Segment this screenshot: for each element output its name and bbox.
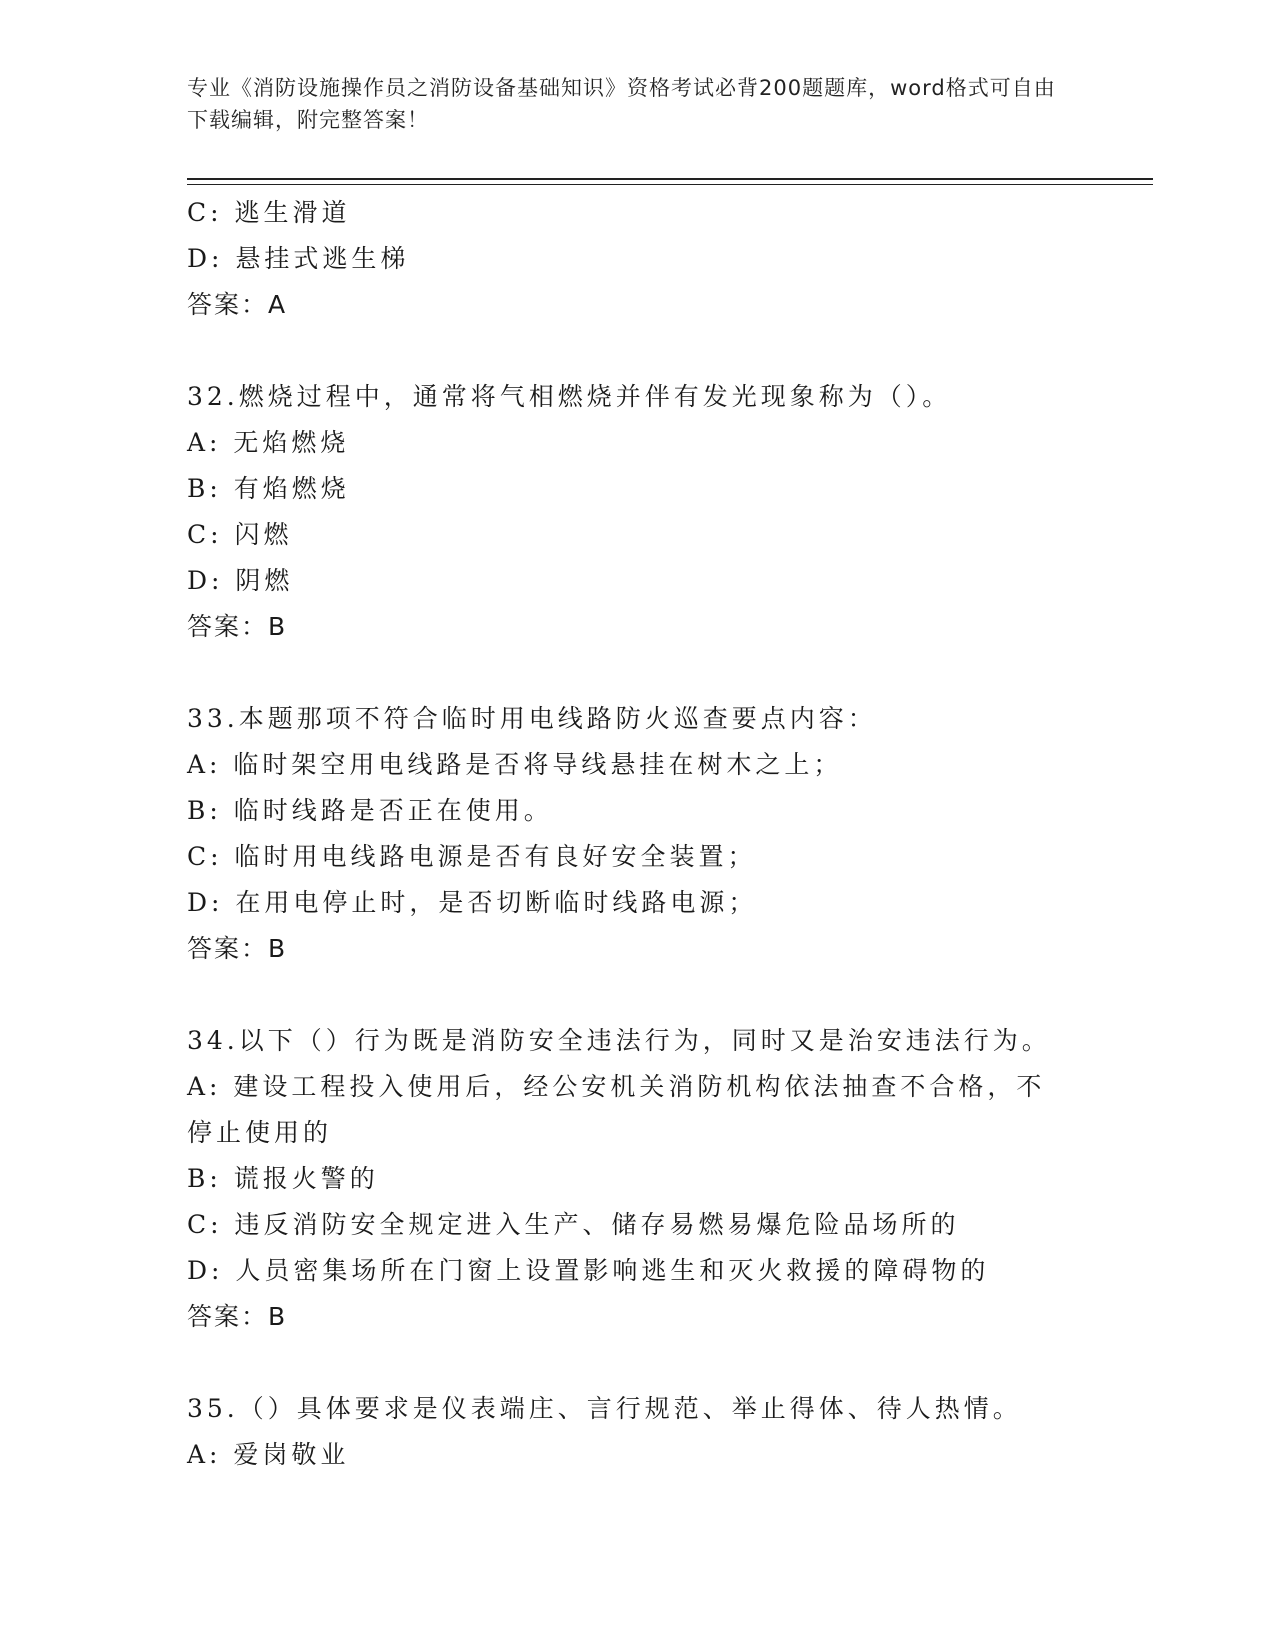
- answer-line: 答案：B: [187, 1302, 288, 1331]
- option-c: C: 逃生滑道: [187, 198, 351, 227]
- option-a: A: 爱岗敬业: [187, 1440, 350, 1469]
- question-stem: 33.本题那项不符合临时用电线路防火巡查要点内容：: [187, 704, 877, 733]
- question-block: [187, 1386, 1087, 1478]
- option-d: D: 阴燃: [187, 566, 294, 595]
- option-c: C: 闪燃: [187, 520, 293, 549]
- continued-question: [187, 190, 1087, 328]
- option-a: A: 建设工程投入使用后，经公安机关消防机构依法抽查不合格，不停止使用的: [187, 1072, 1046, 1147]
- option-a: A: 临时架空用电线路是否将导线悬挂在树木之上；: [187, 750, 843, 779]
- answer-line: 答案：B: [187, 934, 288, 963]
- document-header: 专业《消防设施操作员之消防设备基础知识》资格考试必背200题题库，word格式可自由下载编辑，附完整答案！: [187, 76, 1056, 132]
- header-divider-thin: [187, 184, 1153, 185]
- option-b: B: 临时线路是否正在使用。: [187, 796, 553, 825]
- option-b: B: 谎报火警的: [187, 1164, 379, 1193]
- option-d: D: 在用电停止时，是否切断临时线路电源；: [187, 888, 758, 917]
- option-a: A: 无焰燃烧: [187, 428, 350, 457]
- question-stem: 34.以下（）行为既是消防安全违法行为，同时又是治安违法行为。: [187, 1026, 1051, 1055]
- question-stem: 35.（）具体要求是仪表端庄、言行规范、举止得体、待人热情。: [187, 1394, 1022, 1423]
- option-c: C: 违反消防安全规定进入生产、储存易燃易爆危险品场所的: [187, 1210, 960, 1239]
- option-d: D: 人员密集场所在门窗上设置影响逃生和灭火救援的障碍物的: [187, 1256, 990, 1285]
- question-content: [187, 190, 1087, 1478]
- answer-line: 答案：B: [187, 612, 288, 641]
- option-c: C: 临时用电线路电源是否有良好安全装置；: [187, 842, 757, 871]
- question-block: [187, 1018, 1087, 1340]
- question-block: [187, 696, 1087, 972]
- option-d: D: 悬挂式逃生梯: [187, 244, 410, 273]
- answer-line: 答案：A: [187, 290, 288, 319]
- header-divider-thick: [187, 178, 1153, 180]
- question-block: [187, 374, 1087, 650]
- question-stem: 32.燃烧过程中，通常将气相燃烧并伴有发光现象称为（）。: [187, 382, 952, 411]
- option-b: B: 有焰燃烧: [187, 474, 350, 503]
